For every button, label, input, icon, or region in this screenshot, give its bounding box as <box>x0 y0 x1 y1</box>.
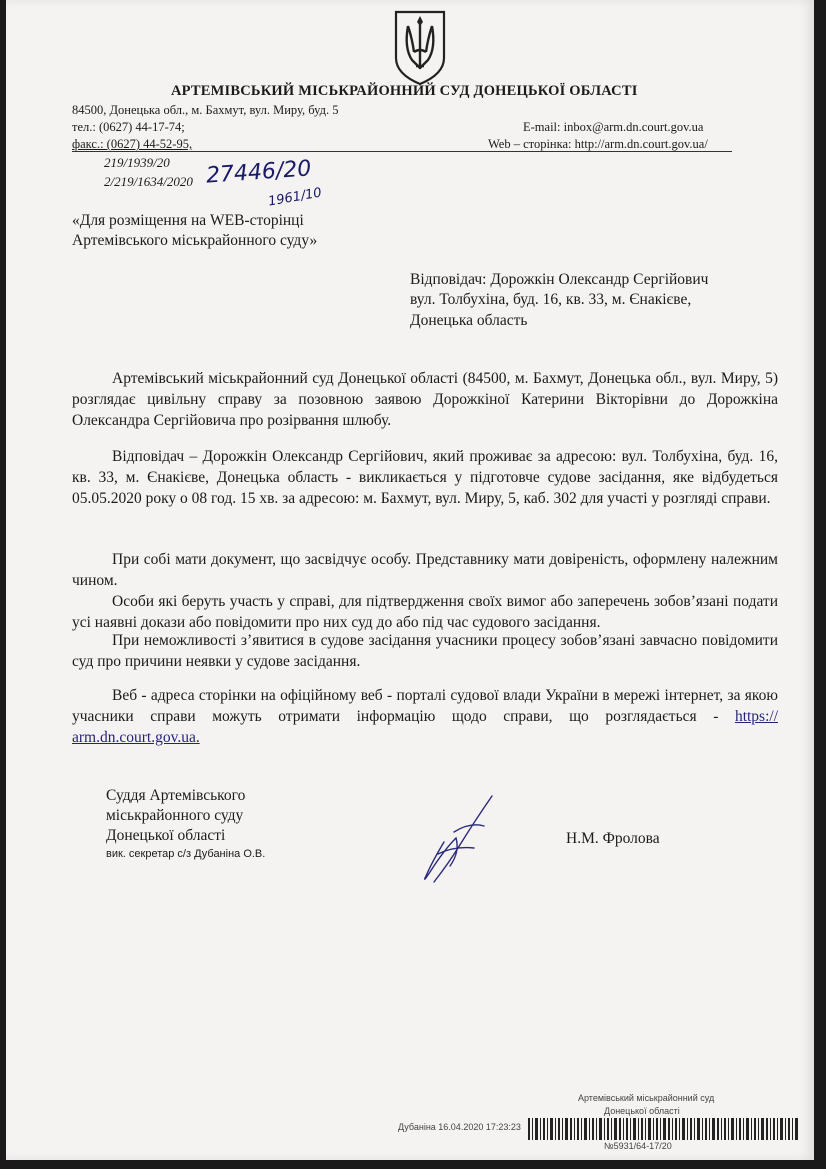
barcode-number: №5931/64-17/20 <box>604 1141 672 1151</box>
footer-stamp-line2: Донецької області <box>604 1106 680 1116</box>
judge-title-line1: Суддя Артемівського <box>106 787 246 804</box>
handwritten-sub-number: 1961/10 <box>267 185 323 210</box>
case-number: 219/1939/20 <box>104 155 170 170</box>
web-address-text: Веб - адреса сторінки на офіційному веб - порталі судової влади України в мережі інтернет, за якою учасники справи можуть отримати інформацію щодо справи, що розглядається - <box>72 687 778 725</box>
court-tel: тел.: (0627) 44-17-74; <box>72 120 185 134</box>
handwritten-registration-number: 27446/20 <box>205 156 313 189</box>
paragraph-absence: При неможливості з’явитися в судове засідання учасники процесу зобов’язані завчасно повідомити суд про причини неявки у судове засідання. <box>72 632 778 670</box>
handwritten-signature-icon <box>414 792 504 892</box>
paragraph-web-address <box>72 685 778 748</box>
paragraph-summons: Відповідач – Дорожкін Олександр Сергійович, який проживає за адресою: вул. Толбухіна, буд. 16, кв. 33, м. Єнакієве, Донецька область - викликається у підготовче судове засідання, яке відбудеться 05.05.2020 року о 08 год. 15 хв. за адресою: м. Бахмут, вул. Миру, 5, каб. 302 для участі у розгляді справи. <box>72 448 778 507</box>
court-email: E-mail: inbox@arm.dn.court.gov.ua <box>523 120 704 134</box>
placement-note-line1: «Для розміщення на WEB-сторінці <box>72 212 304 229</box>
footer-stamp-line1: Артемівський міськрайонний суд <box>578 1093 715 1103</box>
court-fax: факс.: (0627) 44-52-95, <box>72 137 193 151</box>
placement-note-line2: Артемівського міськрайонного суду» <box>72 232 318 249</box>
court-title: АРТЕМІВСЬКИЙ МІСЬКРАЙОННИЙ СУД ДОНЕЦЬКОЇ ОБЛАСТІ <box>171 83 638 99</box>
paragraph-documents: При собі мати документ, що засвідчує особу. Представнику мати довіреність, оформлену належним чином. <box>72 551 778 589</box>
document-page <box>6 0 814 1160</box>
judge-title-line3: Донецької області <box>106 827 226 844</box>
coat-of-arms-icon <box>392 8 448 86</box>
judge-title-line2: міськрайонного суду <box>106 807 244 824</box>
judge-name: Н.М. Фролова <box>566 830 660 847</box>
judge-signature-block <box>106 786 265 862</box>
header-divider <box>72 151 732 152</box>
respondent-name: Відповідач: Дорожкін Олександр Сергійович <box>410 271 709 288</box>
footer-timestamp: Дубаніна 16.04.2020 17:23:23 <box>398 1122 521 1132</box>
proceeding-number: 2/219/1634/2020 <box>104 174 193 189</box>
court-website-link[interactable]: https:// arm.dn.court.gov.ua. <box>72 708 779 746</box>
paragraph-evidence: Особи які беруть участь у справі, для підтвердження своїх вимог або заперечень зобов’язані подати усі наявні докази або повідомити про них суд до або під час судового засідання. <box>72 593 778 631</box>
respondent-address: вул. Толбухіна, буд. 16, кв. 33, м. Єнакієве, <box>410 291 692 308</box>
paragraph-case-description: Артемівський міськрайонний суд Донецької області (84500, м. Бахмут, Донецька обл., вул. Миру, 5) розглядає цивільну справу за позовною заявою Дорожкіної Катерини Вікторівни до Дорожкіна Олександра Сергійовича про розірвання шлюбу. <box>72 370 778 429</box>
court-web: Web – сторінка: http://arm.dn.court.gov.ua/ <box>488 137 708 151</box>
respondent-region: Донецька область <box>410 312 528 329</box>
barcode-icon <box>528 1118 800 1140</box>
secretary-note: вик. секретар с/з Дубаніна О.В. <box>106 848 266 860</box>
court-address: 84500, Донецька обл., м. Бахмут, вул. Миру, буд. 5 <box>72 103 339 117</box>
